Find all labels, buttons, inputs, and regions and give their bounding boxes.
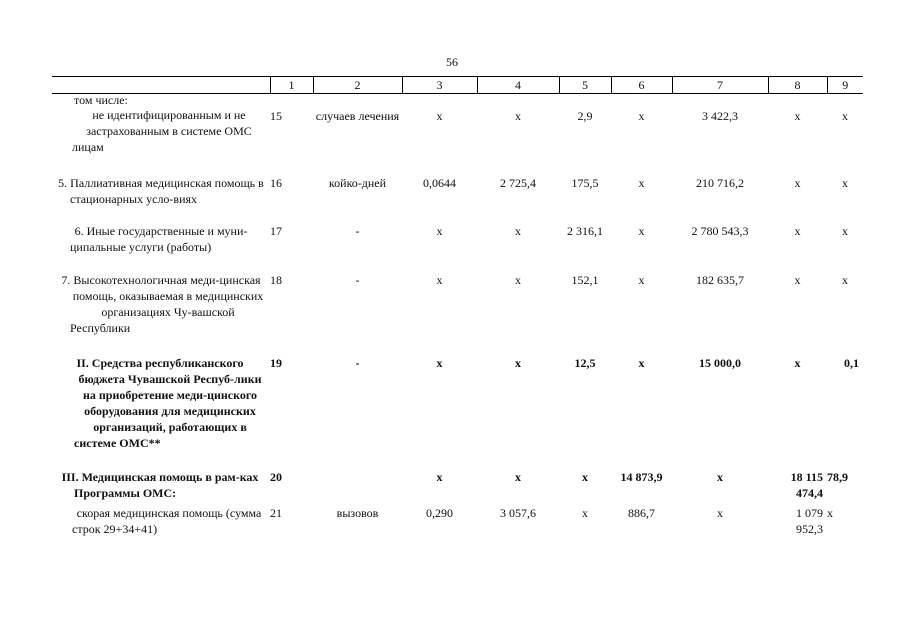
row-c3: 0,290: [426, 506, 453, 520]
row-unit: случаев лечения: [315, 109, 400, 123]
row-c5: 2 316,1: [567, 224, 603, 238]
row-c9: х: [842, 109, 848, 123]
table-row: [52, 223, 863, 255]
row-c9: х: [842, 224, 848, 238]
row-c5: 152,1: [571, 273, 599, 287]
row-c6: х: [638, 356, 645, 370]
row-c4: х: [515, 356, 521, 370]
row-c9: 0,1: [844, 356, 859, 370]
row-c5: 175,5: [571, 176, 599, 190]
row-c7: 2 780 543,3: [691, 224, 749, 238]
row-c3: 0,0644: [423, 176, 456, 190]
header-cell-name: [52, 77, 270, 94]
row-code: 19: [270, 356, 282, 370]
row-c3: х: [436, 273, 443, 287]
header-cell-3: 3: [402, 77, 477, 94]
page-number: 56: [446, 55, 458, 69]
row-name: 7. Высокотехнологичная меди-цинская помощь, оказываемая в медицинских организациях Чу-вашской Республики: [61, 273, 264, 335]
row-name: [52, 94, 270, 156]
column-number-header-row: [52, 77, 863, 94]
row-unit: -: [355, 356, 360, 370]
row-c9: х: [842, 273, 848, 287]
row-unit: -: [355, 224, 360, 238]
header-cell-2: 2: [313, 77, 402, 94]
row-name-line: том числе:: [74, 93, 128, 107]
header-cell-7: 7: [672, 77, 768, 94]
row-c6: х: [638, 273, 645, 287]
row-name: III. Медицинская помощь в рам-ках Программы ОМС:: [61, 470, 259, 500]
row-code: 18: [270, 273, 282, 287]
row-c3: х: [436, 109, 443, 123]
row-c7: 182 635,7: [696, 273, 744, 287]
row-c8: х: [794, 176, 801, 190]
row-unit: [313, 469, 402, 501]
row-c4: 3 057,6: [500, 506, 536, 520]
row-c6: 14 873,9: [620, 470, 663, 484]
row-c4: х: [515, 273, 521, 287]
row-c5: 2,9: [577, 109, 593, 123]
row-c8: х: [794, 109, 801, 123]
row-c4: х: [515, 224, 521, 238]
row-code: 16: [270, 176, 282, 190]
row-c9: х: [842, 176, 848, 190]
header-cell-9: 9: [827, 77, 863, 94]
row-c6: х: [638, 109, 645, 123]
row-c8: 18 115 474,4: [790, 470, 823, 500]
row-c8: х: [794, 273, 801, 287]
row-c7: 3 422,3: [702, 109, 738, 123]
row-name-line: не идентифицированным и не застрахованным в системе ОМС лицам: [72, 108, 252, 154]
row-c3: х: [436, 356, 443, 370]
table-row: [52, 175, 863, 207]
row-c8: х: [794, 356, 801, 370]
row-code: 17: [270, 224, 282, 238]
row-name: II. Средства республиканского бюджета Чувашской Респуб-лики на приобретение меди-цинского оборудования для медицинских организаций, работающих в системе ОМС**: [74, 356, 262, 450]
table-row: [52, 272, 863, 336]
header-cell-4: 4: [477, 77, 559, 94]
row-name: 5. Паллиативная медицинская помощь в стационарных усло-виях: [58, 176, 264, 206]
table-row: [52, 355, 863, 451]
row-c6: х: [638, 224, 645, 238]
table-row: [52, 94, 863, 156]
row-name: скорая медицинская помощь (сумма строк 29+34+41): [72, 506, 262, 536]
header-cell-6: 6: [611, 77, 672, 94]
row-c5: х: [582, 506, 588, 520]
budget-table: [52, 76, 863, 537]
header-cell-8: 8: [768, 77, 827, 94]
row-c7: х: [717, 506, 723, 520]
row-c7: 210 716,2: [696, 176, 744, 190]
row-c7: 15 000,0: [699, 356, 741, 370]
row-c5: 12,5: [574, 356, 596, 370]
row-name: 6. Иные государственные и муни-ципальные услуги (работы): [70, 224, 248, 254]
row-c9: х: [827, 506, 833, 520]
row-unit: вызовов: [336, 506, 379, 520]
row-code: 15: [270, 109, 282, 123]
header-cell-1: 1: [270, 77, 313, 94]
table-row: [52, 469, 863, 501]
row-c6: х: [638, 176, 645, 190]
row-c4: 2 725,4: [500, 176, 536, 190]
row-c4: х: [515, 470, 521, 484]
row-c8: 1 079 952,3: [796, 506, 823, 536]
header-cell-5: 5: [559, 77, 611, 94]
row-c8: х: [794, 224, 801, 238]
row-c6: 886,7: [628, 506, 655, 520]
row-unit: -: [355, 273, 360, 287]
row-c3: х: [436, 470, 443, 484]
row-code: 21: [270, 506, 282, 520]
row-unit: койко-дней: [328, 176, 387, 190]
row-c9: 78,9: [827, 470, 848, 484]
row-c3: х: [436, 224, 443, 238]
row-c7: х: [717, 470, 723, 484]
row-c4: х: [515, 109, 521, 123]
table-row: [52, 505, 863, 537]
row-c5: х: [582, 470, 588, 484]
row-code: 20: [270, 470, 282, 484]
